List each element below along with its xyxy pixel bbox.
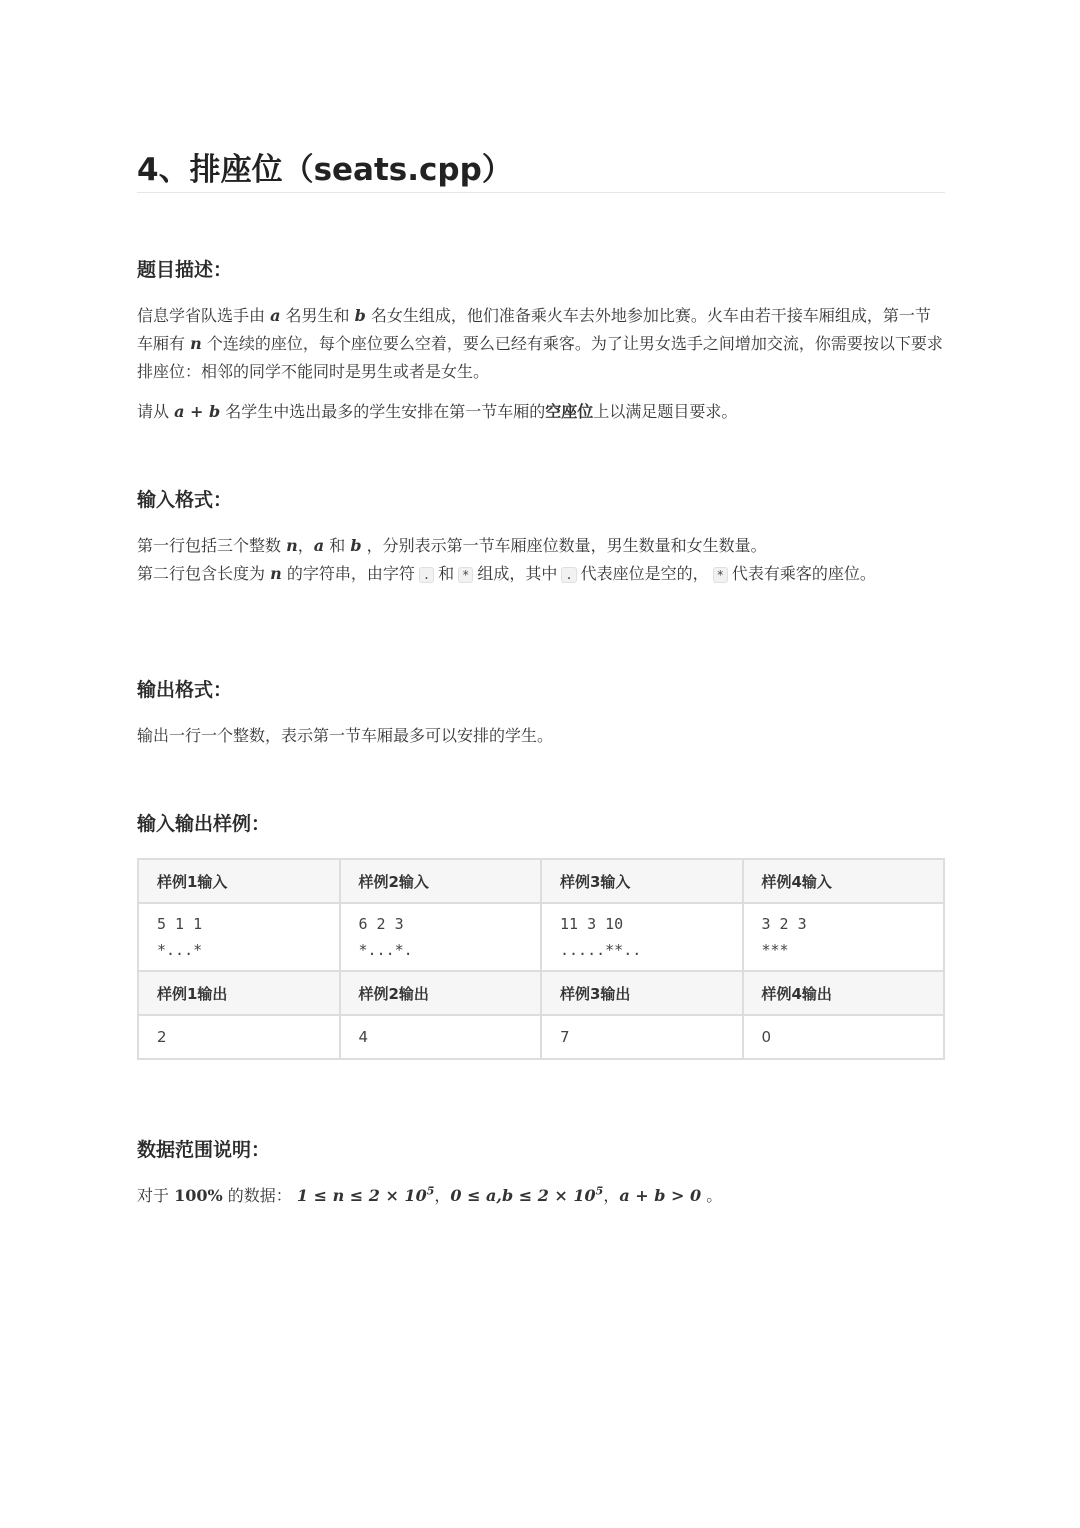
text-run: 。 — [701, 1186, 723, 1205]
table-header-cell: 样例4输出 — [743, 971, 945, 1015]
text-run: ，分别表示第一节车厢座位数量，男生数量和女生数量。 — [361, 536, 767, 555]
description-paragraph-2 — [137, 398, 945, 426]
text-run: 名女生组成，他们准备乘火车去外地参加比赛。火车由若干接车厢组成，第一节车厢有 — [137, 306, 931, 353]
math-var-a: a — [313, 536, 325, 555]
math-constraint-sum: a + b > 0 — [619, 1186, 702, 1205]
text-run: 组成，其中 — [477, 564, 558, 583]
samples-section — [137, 811, 945, 1060]
table-cell: 0 — [743, 1015, 945, 1059]
table-header-row — [138, 971, 944, 1015]
math-var-n: n — [286, 536, 298, 555]
text-run: 上以满足题目要求。 — [593, 402, 738, 421]
table-cell: 2 — [138, 1015, 340, 1059]
math-var-b: b — [350, 536, 362, 555]
table-header-cell: 样例1输出 — [138, 971, 340, 1015]
text-run: 的数据： — [222, 1186, 297, 1205]
text-run: 第一行包括三个整数 — [137, 536, 287, 555]
math-text: 1 ≤ n ≤ 2 × 10 — [296, 1186, 427, 1205]
inline-code: . — [419, 567, 434, 583]
inline-code: * — [458, 567, 473, 583]
text-run: 个连续的座位，每个座位要么空着，要么已经有乘客。为了让男女选手之间增加交流，你需要按以下要求排座位：相邻的同学不能同时是男生或者是女生。 — [137, 334, 943, 381]
samples-table — [137, 858, 945, 1060]
input-format-heading: 输入格式： — [137, 489, 233, 511]
data-range-section — [137, 1137, 945, 1210]
text-run: 名学生中选出最多的学生安排在第一节车厢的 — [220, 402, 546, 421]
text-run: 信息学省队选手由 — [137, 306, 271, 325]
table-cell: 11 3 10 .....**.. — [541, 903, 743, 971]
output-format-section — [137, 677, 945, 750]
table-row — [138, 1015, 944, 1059]
table-header-cell: 样例3输出 — [541, 971, 743, 1015]
text-run: ， — [297, 536, 314, 555]
table-header-cell: 样例2输入 — [340, 859, 542, 903]
text-run: 第二行包含长度为 — [137, 564, 271, 583]
inline-code: * — [713, 567, 728, 583]
table-header-cell: 样例4输入 — [743, 859, 945, 903]
description-heading: 题目描述： — [137, 259, 233, 281]
description-section — [137, 257, 945, 426]
input-format-line-1 — [137, 532, 945, 560]
table-header-cell: 样例1输入 — [138, 859, 340, 903]
input-format-section — [137, 487, 945, 589]
text-run: 对于 — [137, 1186, 175, 1205]
input-format-line-2 — [137, 560, 945, 589]
table-cell: 4 — [340, 1015, 542, 1059]
math-var-b: b — [354, 306, 366, 325]
text-run: 名男生和 — [280, 306, 355, 325]
table-cell: 7 — [541, 1015, 743, 1059]
text-run: ， — [434, 1186, 451, 1205]
output-format-text: 输出一行一个整数，表示第一节车厢最多可以安排的学生。 — [137, 726, 554, 745]
text-run: 和 — [438, 564, 455, 583]
math-var-n: n — [270, 564, 282, 583]
inline-code: . — [561, 567, 576, 583]
math-percent: 100% — [174, 1186, 223, 1205]
data-range-text — [137, 1182, 945, 1210]
table-cell: 6 2 3 *...*. — [340, 903, 542, 971]
page-title: 4、排座位（seats.cpp） — [137, 150, 945, 193]
text-run: 的字符串，由字符 — [281, 564, 415, 583]
table-row — [138, 903, 944, 971]
math-text: 0 ≤ a,b ≤ 2 × 10 — [450, 1186, 596, 1205]
text-run: 代表座位是空的， — [580, 564, 709, 583]
table-cell: 5 1 1 *...* — [138, 903, 340, 971]
math-var-a: a — [270, 306, 281, 325]
description-paragraph-1 — [137, 302, 945, 386]
output-format-heading: 输出格式： — [137, 679, 233, 701]
text-run: 请从 — [137, 402, 175, 421]
math-constraint-ab — [450, 1186, 603, 1205]
data-range-heading: 数据范围说明： — [137, 1139, 271, 1161]
table-header-row — [138, 859, 944, 903]
math-constraint-n — [297, 1186, 434, 1205]
text-run: 和 — [324, 536, 351, 555]
text-run: 代表有乘客的座位。 — [731, 564, 876, 583]
text-run: ， — [603, 1186, 620, 1205]
table-header-cell: 样例3输入 — [541, 859, 743, 903]
math-expr: a + b — [174, 402, 221, 421]
table-cell: 3 2 3 *** — [743, 903, 945, 971]
math-var-n: n — [190, 334, 202, 353]
math-exponent: 5 — [426, 1184, 435, 1198]
table-header-cell: 样例2输出 — [340, 971, 542, 1015]
math-exponent: 5 — [595, 1184, 604, 1198]
bold-text: 空座位 — [545, 402, 594, 421]
samples-heading: 输入输出样例： — [137, 813, 271, 835]
